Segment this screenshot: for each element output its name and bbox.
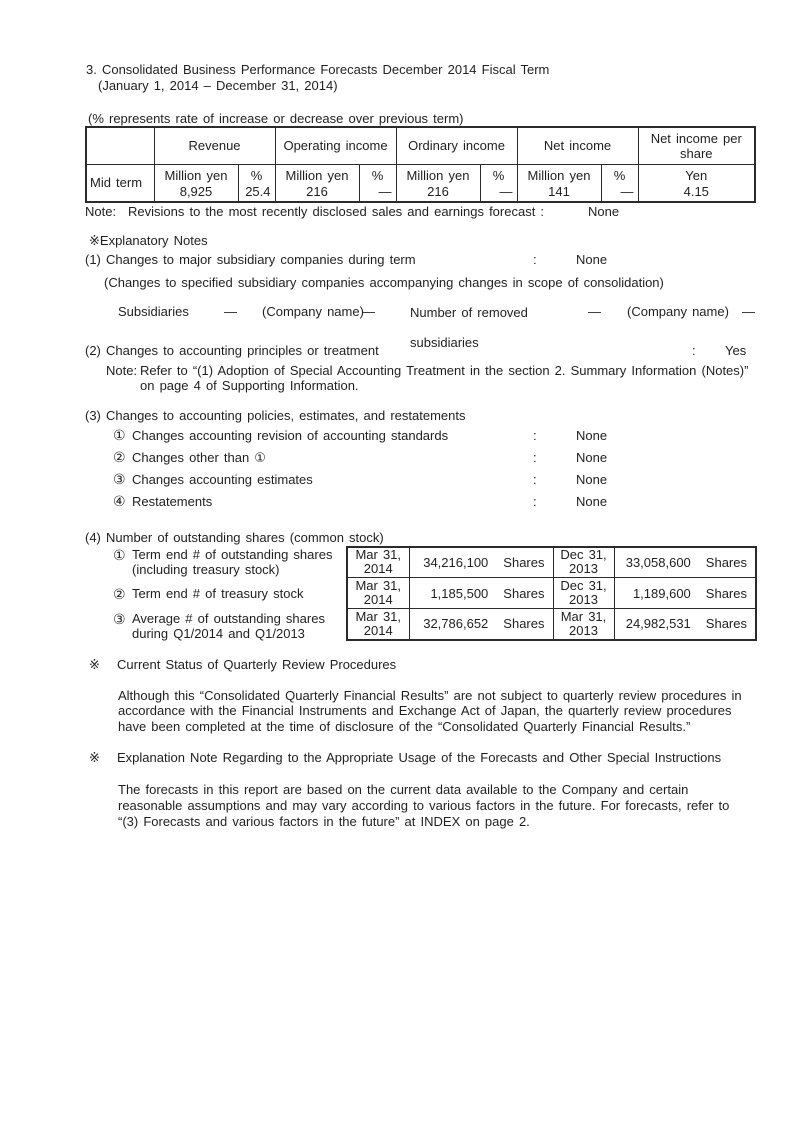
col-header-operating-income: Operating income xyxy=(275,127,396,164)
subitem-label: Changes other than ① xyxy=(132,449,266,465)
circled-number-icon: ② xyxy=(113,448,126,465)
colon-separator: : xyxy=(533,493,537,509)
unit-percent: % xyxy=(492,167,505,183)
explanatory-notes-heading xyxy=(0,233,800,248)
date-cell: Mar 31, 2013 xyxy=(553,609,614,640)
operating-income-pct-value: — xyxy=(378,183,392,199)
unit-million-yen: Million yen xyxy=(285,167,349,183)
removed-label-line2: subsidiaries xyxy=(410,334,479,350)
note-item-2 xyxy=(0,343,800,358)
note-item-1 xyxy=(0,252,800,267)
subitem-value: None xyxy=(576,449,608,465)
note-label: Note: xyxy=(85,203,117,219)
colon-separator: : xyxy=(533,471,537,487)
circled-number-icon: ② xyxy=(113,585,126,602)
shares-value: 34,216,100 xyxy=(423,554,489,570)
shares-value-cell xyxy=(409,609,553,640)
dash-placeholder: — xyxy=(588,303,601,319)
date-cell: Dec 31, 2013 xyxy=(553,578,614,609)
subsidiaries-label: Subsidiaries xyxy=(118,303,189,319)
revenue-value: 8,925 xyxy=(179,183,213,199)
forecast-note xyxy=(0,204,800,219)
item-2-value: Yes xyxy=(725,342,747,358)
shares-label-line: Average # of outstanding shares xyxy=(132,611,325,627)
date-cell: Mar 31, 2014 xyxy=(347,609,409,640)
shares-label-row-3 xyxy=(85,610,346,642)
paragraph-line: “(3) Forecasts and various factors in the future” at INDEX on page 2. xyxy=(118,813,530,829)
shares-unit: Shares xyxy=(503,554,545,570)
item-1-label: Changes to major subsidiary companies during term xyxy=(106,251,416,267)
shares-table-row-3 xyxy=(347,609,756,640)
cell-revenue xyxy=(154,164,238,202)
date-cell: Mar 31, 2014 xyxy=(347,578,409,609)
cell-eps xyxy=(638,164,755,202)
item-2-note-text: Refer to “(1) Adoption of Special Accounting Treatment in the section 2. Summary Information (Notes)” xyxy=(140,362,749,378)
reference-mark-icon: ※ xyxy=(89,232,100,248)
col-header-ordinary-income: Ordinary income xyxy=(396,127,517,164)
percent-note: (% represents rate of increase or decrease over previous term) xyxy=(88,111,464,126)
net-income-value: 141 xyxy=(548,183,570,199)
shares-row-labels xyxy=(85,546,346,643)
shares-unit: Shares xyxy=(503,585,545,601)
reference-mark-icon: ※ xyxy=(89,656,100,672)
operating-income-value: 216 xyxy=(306,183,328,199)
dash-placeholder: — xyxy=(362,303,375,319)
company-name-placeholder: (Company name) xyxy=(262,303,364,319)
shares-table-row-2 xyxy=(347,578,756,609)
dash-placeholder: — xyxy=(742,303,755,319)
shares-unit: Shares xyxy=(705,554,747,570)
subitem-label: Changes accounting revision of accounting standards xyxy=(132,427,449,443)
forecast-data-row xyxy=(86,164,755,202)
cell-operating-income-pct xyxy=(359,164,396,202)
review-section-heading xyxy=(0,657,800,672)
cell-net-income xyxy=(517,164,601,202)
item-number: (1) xyxy=(85,251,101,267)
item-3-subitem-3 xyxy=(0,472,800,487)
shares-value-cell xyxy=(614,547,756,578)
subitem-label: Restatements xyxy=(132,493,213,509)
shares-label-row-1 xyxy=(85,546,346,578)
item-3-label: Changes to accounting policies, estimates, and restatements xyxy=(106,407,466,423)
shares-value-cell xyxy=(409,578,553,609)
shares-value: 1,189,600 xyxy=(632,585,691,601)
item-4-label: Number of outstanding shares (common stock) xyxy=(106,529,384,545)
forecast-header-row xyxy=(86,127,755,164)
row-label-mid-term: Mid term xyxy=(86,164,154,202)
col-header-net-income: Net income xyxy=(517,127,638,164)
forecast-table xyxy=(85,126,756,203)
net-income-pct-value: — xyxy=(620,183,634,199)
circled-number-icon: ③ xyxy=(113,470,126,487)
shares-value: 33,058,600 xyxy=(625,554,691,570)
shares-value-cell xyxy=(614,609,756,640)
unit-million-yen: Million yen xyxy=(406,167,470,183)
item-3-subitem-2 xyxy=(0,450,800,465)
cell-net-income-pct xyxy=(601,164,638,202)
colon-separator: : xyxy=(533,251,537,267)
page-subtitle: (January 1, 2014 – December 31, 2014) xyxy=(98,78,338,93)
colon-separator: : xyxy=(533,449,537,465)
shares-table-row-1 xyxy=(347,547,756,578)
circled-number-icon: ④ xyxy=(113,492,126,509)
explanatory-heading-label: Explanatory Notes xyxy=(99,232,208,248)
item-3-subitem-4 xyxy=(0,494,800,509)
shares-label-line: Term end # of outstanding shares xyxy=(132,546,333,562)
usage-heading-label: Explanation Note Regarding to the Appropriate Usage of the Forecasts and Other Special Instructions xyxy=(117,750,722,766)
company-name-placeholder: (Company name) xyxy=(627,303,729,319)
circled-number-icon: ① xyxy=(113,426,126,443)
item-2-label: Changes to accounting principles or treatment xyxy=(106,342,379,358)
dash-placeholder: — xyxy=(224,303,237,319)
subitem-value: None xyxy=(576,471,608,487)
unit-million-yen: Million yen xyxy=(164,167,228,183)
subitem-value: None xyxy=(576,427,608,443)
circled-number-icon: ③ xyxy=(113,611,126,628)
item-2-note-line2: on page 4 of Supporting Information. xyxy=(140,377,359,393)
note-item-4 xyxy=(0,530,800,545)
shares-unit: Shares xyxy=(705,616,747,632)
item-2-note-line1 xyxy=(0,363,800,378)
review-paragraph xyxy=(0,688,800,735)
shares-unit: Shares xyxy=(705,585,747,601)
item-number: (2) xyxy=(85,342,101,358)
subitem-label: Changes accounting estimates xyxy=(132,471,313,487)
paragraph-line: reasonable assumptions and may vary according to various factors in the future. For forecasts, refer to xyxy=(118,798,730,814)
shares-label-row-2 xyxy=(85,578,346,610)
note-item-3 xyxy=(0,408,800,423)
shares-label-line: during Q1/2014 and Q1/2013 xyxy=(132,626,305,642)
eps-value: 4.15 xyxy=(683,183,709,199)
cell-operating-income xyxy=(275,164,359,202)
usage-section-heading xyxy=(0,750,800,765)
shares-label-line: (including treasury stock) xyxy=(132,561,280,577)
shares-section xyxy=(0,546,800,643)
removed-label-line1: Number of removed xyxy=(410,304,528,320)
shares-label-line: Term end # of treasury stock xyxy=(132,585,304,601)
shares-value-cell xyxy=(409,547,553,578)
cell-ordinary-income-pct xyxy=(480,164,517,202)
cell-revenue-pct xyxy=(238,164,275,202)
item-1-value: None xyxy=(576,251,608,267)
unit-percent: % xyxy=(371,167,384,183)
col-header-net-income-per-share: Net income per share xyxy=(638,127,755,164)
revenue-pct-value: 25.4 xyxy=(245,183,271,199)
item-3-subitem-1 xyxy=(0,428,800,443)
corner-cell xyxy=(86,127,154,164)
colon-separator: : xyxy=(692,342,696,358)
item-number: (3) xyxy=(85,407,101,423)
circled-number-icon: ① xyxy=(113,546,126,563)
note-label: Note: xyxy=(106,362,138,378)
shares-value: 32,786,652 xyxy=(423,616,489,632)
unit-percent: % xyxy=(613,167,626,183)
shares-value: 1,185,500 xyxy=(430,585,489,601)
paragraph-line: The forecasts in this report are based on the current data available to the Company and certain xyxy=(118,782,689,798)
date-cell: Mar 31, 2014 xyxy=(347,547,409,578)
shares-value-cell xyxy=(614,578,756,609)
unit-percent: % xyxy=(250,167,263,183)
paragraph-line: Although this “Consolidated Quarterly Financial Results” are not subject to quarterly review procedures in xyxy=(118,687,742,703)
review-heading-label: Current Status of Quarterly Review Procedures xyxy=(117,656,397,672)
note-text: Revisions to the most recently disclosed sales and earnings forecast : xyxy=(128,203,545,219)
shares-table xyxy=(346,546,757,641)
unit-million-yen: Million yen xyxy=(527,167,591,183)
item-1-subnote: (Changes to specified subsidiary companies accompanying changes in scope of consolidation) xyxy=(104,274,664,290)
subitem-value: None xyxy=(576,493,608,509)
date-cell: Dec 31, 2013 xyxy=(553,547,614,578)
note-value: None xyxy=(588,203,620,219)
colon-separator: : xyxy=(533,427,537,443)
ordinary-income-value: 216 xyxy=(427,183,449,199)
col-header-revenue: Revenue xyxy=(154,127,275,164)
reference-mark-icon: ※ xyxy=(89,750,100,766)
paragraph-line: accordance with the Financial Instruments and Exchange Act of Japan, the quarterly review procedures xyxy=(118,703,732,719)
cell-ordinary-income xyxy=(396,164,480,202)
page-title: 3. Consolidated Business Performance Forecasts December 2014 Fiscal Term xyxy=(86,62,550,77)
usage-paragraph xyxy=(0,782,800,829)
unit-yen: Yen xyxy=(685,167,708,183)
paragraph-line: have been completed at the time of disclosure of the “Consolidated Quarterly Financial Results.” xyxy=(118,718,691,734)
ordinary-income-pct-value: — xyxy=(499,183,513,199)
shares-value: 24,982,531 xyxy=(625,616,691,632)
shares-unit: Shares xyxy=(503,616,545,632)
item-number: (4) xyxy=(85,529,101,545)
